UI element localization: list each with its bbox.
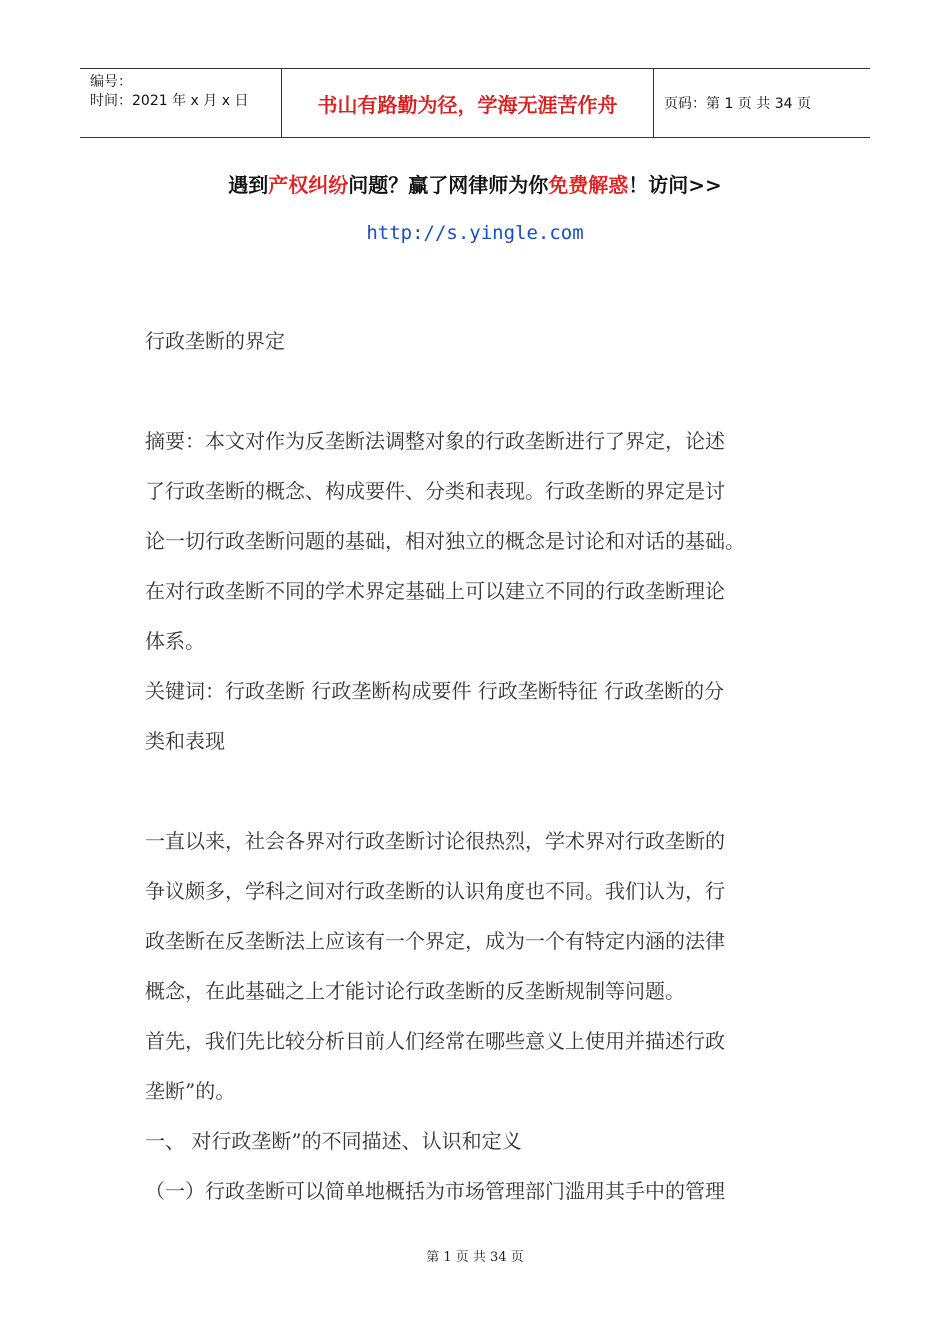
header-page-info: 页码：第 1 页 共 34 页 — [664, 96, 811, 112]
promo-text-3: ！访问>> — [628, 173, 722, 197]
abstract — [145, 416, 805, 666]
article-title: 行政垄断的界定 — [145, 329, 285, 353]
body-text — [145, 816, 805, 1216]
abstract-line: 了行政垄断的概念、构成要件、分类和表现。行政垄断的界定是讨 — [145, 479, 725, 503]
article-body — [145, 316, 805, 1216]
abstract-line: 在对行政垄断不同的学术界定基础上可以建立不同的行政垄断理论 — [145, 579, 725, 603]
promo-highlight-2: 免费解惑 — [548, 173, 629, 197]
promo-text-2: 问题？赢了网律师为你 — [348, 173, 549, 197]
promo-banner[interactable] — [0, 170, 950, 200]
keywords-line: 关键词：行政垄断 行政垄断构成要件 行政垄断特征 行政垄断的分 — [145, 679, 725, 703]
abstract-line: 论一切行政垄断问题的基础，相对独立的概念是讨论和对话的基础。 — [145, 529, 745, 553]
document-header — [80, 68, 870, 138]
promo-highlight-1: 产权纠纷 — [268, 173, 349, 197]
section-heading: 一、 对行政垄断”的不同描述、认识和定义 — [145, 1129, 522, 1153]
keywords — [145, 666, 805, 766]
body-line: 政垄断在反垄断法上应该有一个界定，成为一个有特定内涵的法律 — [145, 929, 725, 953]
promo-link[interactable]: http://s.yingle.com — [366, 222, 584, 244]
abstract-line: 体系。 — [145, 629, 205, 653]
date-label: 时间：2021 年 x 月 x 日 — [90, 93, 249, 109]
abstract-line: 摘要：本文对作为反垄断法调整对象的行政垄断进行了界定，论述 — [145, 429, 725, 453]
header-motto: 书山有路勤为径，学海无涯苦作舟 — [282, 69, 654, 137]
body-line: （一）行政垄断可以简单地概括为市场管理部门滥用其手中的管理 — [145, 1179, 725, 1203]
body-line: 垄断”的。 — [145, 1079, 236, 1103]
body-line: 一直以来，社会各界对行政垄断讨论很热烈，学术界对行政垄断的 — [145, 829, 725, 853]
keywords-line: 类和表现 — [145, 729, 225, 753]
body-line: 争议颇多，学科之间对行政垄断的认识角度也不同。我们认为，行 — [145, 879, 725, 903]
header-meta — [80, 69, 282, 137]
promo-text-1: 遇到 — [228, 173, 269, 197]
page-footer: 第 1 页 共 34 页 — [426, 1250, 524, 1265]
body-line: 首先，我们先比较分析目前人们经常在哪些意义上使用并描述行政 — [145, 1029, 725, 1053]
code-label: 编号： — [90, 74, 132, 90]
body-line: 概念，在此基础之上才能讨论行政垄断的反垄断规制等问题。 — [145, 979, 685, 1003]
